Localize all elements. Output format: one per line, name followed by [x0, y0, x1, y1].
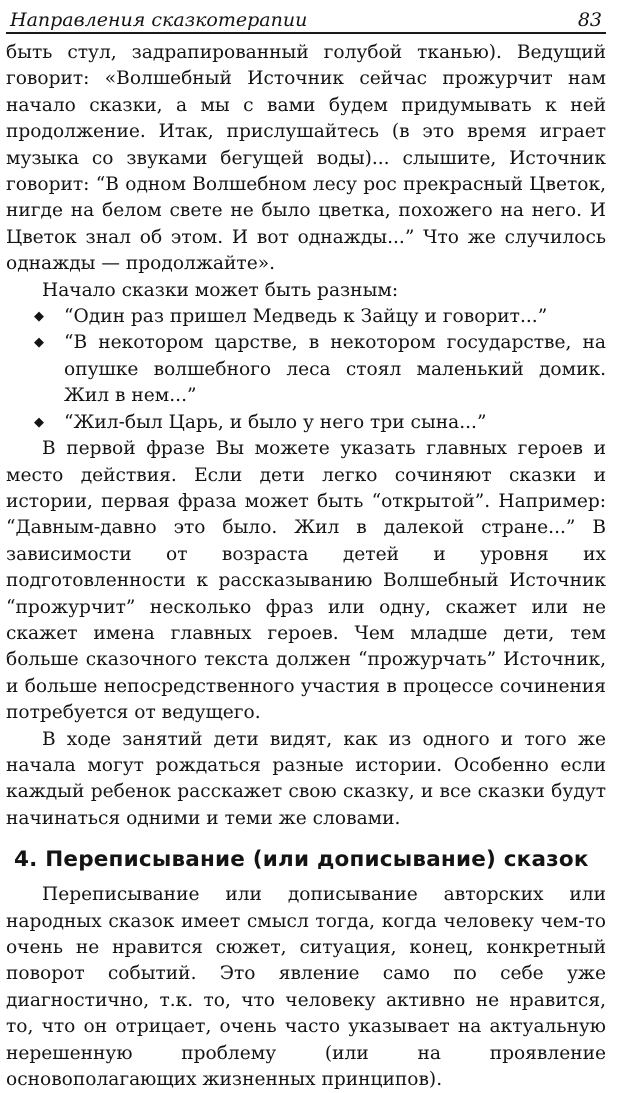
body-text-section-4 [6, 882, 606, 1093]
paragraph-intro-list: Начало сказки может быть разным: [42, 279, 399, 301]
diamond-bullet-icon: ◆ [34, 414, 44, 430]
paragraph-sessions: В ходе занятий дети видят, как из одного и того же начала могут рождаться разные истории. Особенно если каждый ребенок расскажет свою сказку, и все сказки будут начинаться одними и теми же словами. [6, 728, 606, 829]
paragraph-rewriting: Переписывание или дописывание авторских или народных сказок имеет смысл тогда, когда человеку чем-то очень не нравится сюжет, ситуация, конец, конкретный поворот событий. Это явление само по себе уже диагностично, т.к. то, что человеку активно не нравится, то, что он отрицает, очень часто указывает на актуальную нерешенную проблему (или на проявление основополагающих жизненных принципов). [6, 884, 606, 1091]
section-heading: 4. Переписывание (или дописывание) сказок [14, 847, 589, 873]
running-header [6, 0, 606, 34]
paragraph-continuation: быть стул, задрапированный голубой тканью). Ведущий говорит: «Волшебный Источник сейчас прожурчит нам начало сказки, а мы с вами будем придумывать к ней продолжение. Итак, прислушайтесь (в это время играет музыка со звуками бегущей воды)... слышите, Источник говорит: “В одном Волшебном лесу рос прекрасный Цветок, нигде на белом свете не было цветка, похожего на него. И Цветок знал об этом. И вот однажды...” Что же случилось однажды — продолжайте». [6, 42, 606, 275]
bullet-list [6, 304, 606, 436]
list-item-text: “В некотором царстве, в некотором государстве, на опушке волшебного леса стоял маленький домик. Жил в нем...” [64, 332, 606, 407]
diamond-bullet-icon: ◆ [34, 309, 44, 325]
paragraph-first-phrase: В первой фразе Вы можете указать главных героев и место действия. Если дети легко сочиняют сказки и истории, первая фраза может быть “открытой”. Например: “Давным-давно это было. Жил в далекой стране...” В зависимости от возраста детей и уровня их подготовленности к рассказыванию Волшебный Источник “прожурчит” несколько фраз или одну, скажет или не скажет имена главных героев. Чем младше дети, тем больше сказочного текста должен “прожурчать” Источник, и больше непосредственного участия в процессе сочинения потребуется от ведущего. [6, 438, 606, 724]
list-item [6, 330, 606, 409]
running-title: Направления сказкотерапии [10, 9, 308, 31]
body-text [6, 40, 606, 832]
list-item-text: “Жил-был Царь, и было у него три сына...” [64, 411, 487, 433]
diamond-bullet-icon: ◆ [34, 335, 44, 351]
page-number: 83 [577, 9, 602, 31]
list-item [6, 410, 606, 436]
list-item [6, 304, 606, 330]
list-item-text: “Один раз пришел Медведь к Зайцу и говорит...” [64, 306, 548, 328]
